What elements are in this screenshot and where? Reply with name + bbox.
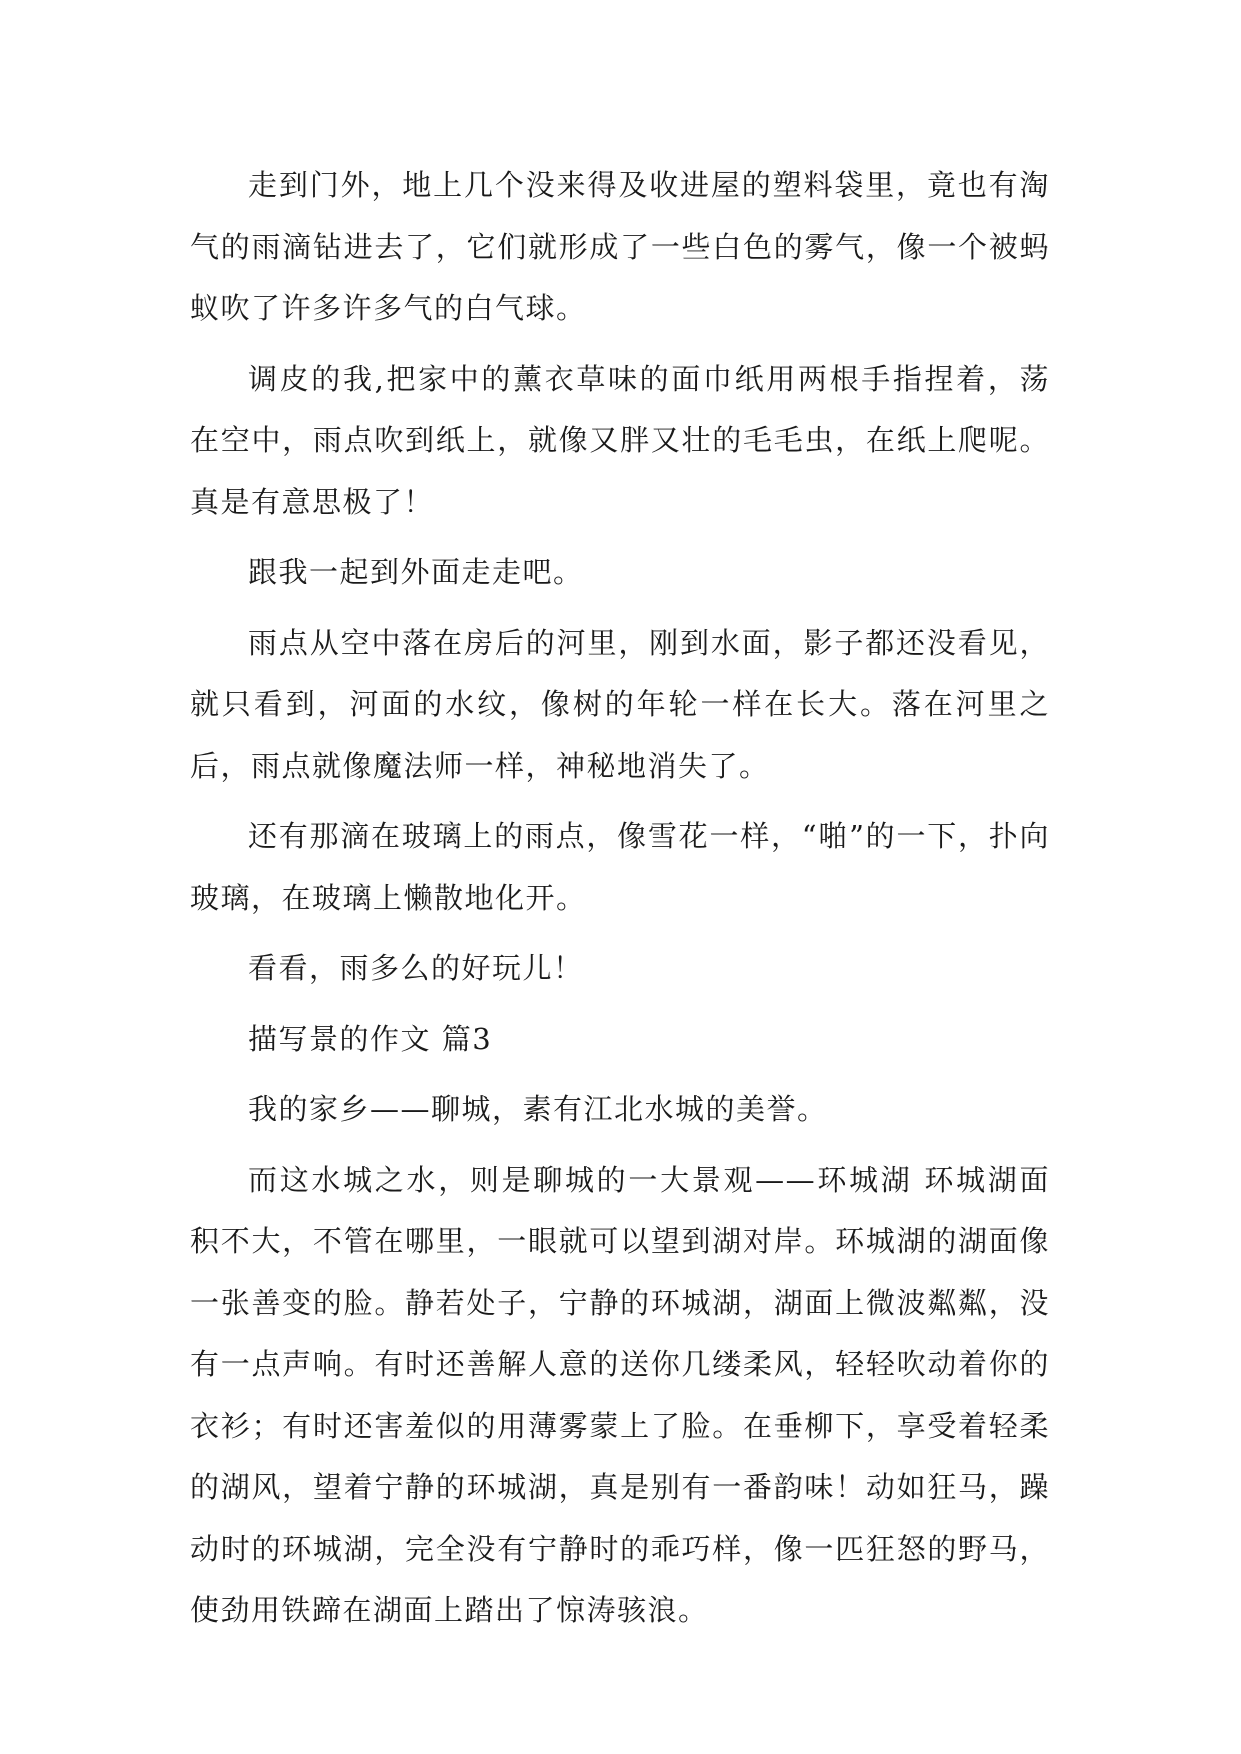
paragraph: 调皮的我,把家中的薰衣草味的面巾纸用两根手指捏着，荡在空中，雨点吹到纸上，就像又胖又壮的毛毛虫，在纸上爬呢。真是有意思极了！ xyxy=(190,361,1050,519)
paragraph: 还有那滴在玻璃上的雨点，像雪花一样，“啪”的一下，扑向玻璃，在玻璃上懒散地化开。 xyxy=(190,819,1050,915)
paragraph: 而这水城之水，则是聊城的一大景观——环城湖 环城湖面积不大，不管在哪里，一眼就可以望到湖对岸。环城湖的湖面像一张善变的脸。静若处子，宁静的环城湖，湖面上微波粼粼，没有一点声响。有时还善解人意的送你几缕柔风，轻轻吹动着你的衣衫；有时还害羞似的用薄雾蒙上了脸。在垂柳下，享受着轻柔的湖风，望着宁静的环城湖，真是别有一番韵味！动如狂马，躁动时的环城湖，完全没有宁静时的乖巧样，像一匹狂怒的野马，使劲用铁蹄在湖面上踏出了惊涛骇浪。 xyxy=(190,1162,1050,1627)
paragraph: 看看，雨多么的好玩儿！ xyxy=(248,951,584,985)
paragraph: 我的家乡——聊城，素有江北水城的美誉。 xyxy=(248,1092,828,1126)
section-heading: 描写景的作文 篇3 xyxy=(248,1021,493,1056)
paragraph: 跟我一起到外面走走吧。 xyxy=(248,555,584,589)
document-body xyxy=(190,155,1050,1651)
paragraph: 走到门外，地上几个没来得及收进屋的塑料袋里，竟也有淘气的雨滴钻进去了，它们就形成了一些白色的雾气，像一个被蚂蚁吹了许多许多气的白气球。 xyxy=(190,168,1050,325)
paragraph: 雨点从空中落在房后的河里，刚到水面，影子都还没看见，就只看到，河面的水纹，像树的年轮一样在长大。落在河里之后，雨点就像魔法师一样，神秘地消失了。 xyxy=(190,625,1050,783)
